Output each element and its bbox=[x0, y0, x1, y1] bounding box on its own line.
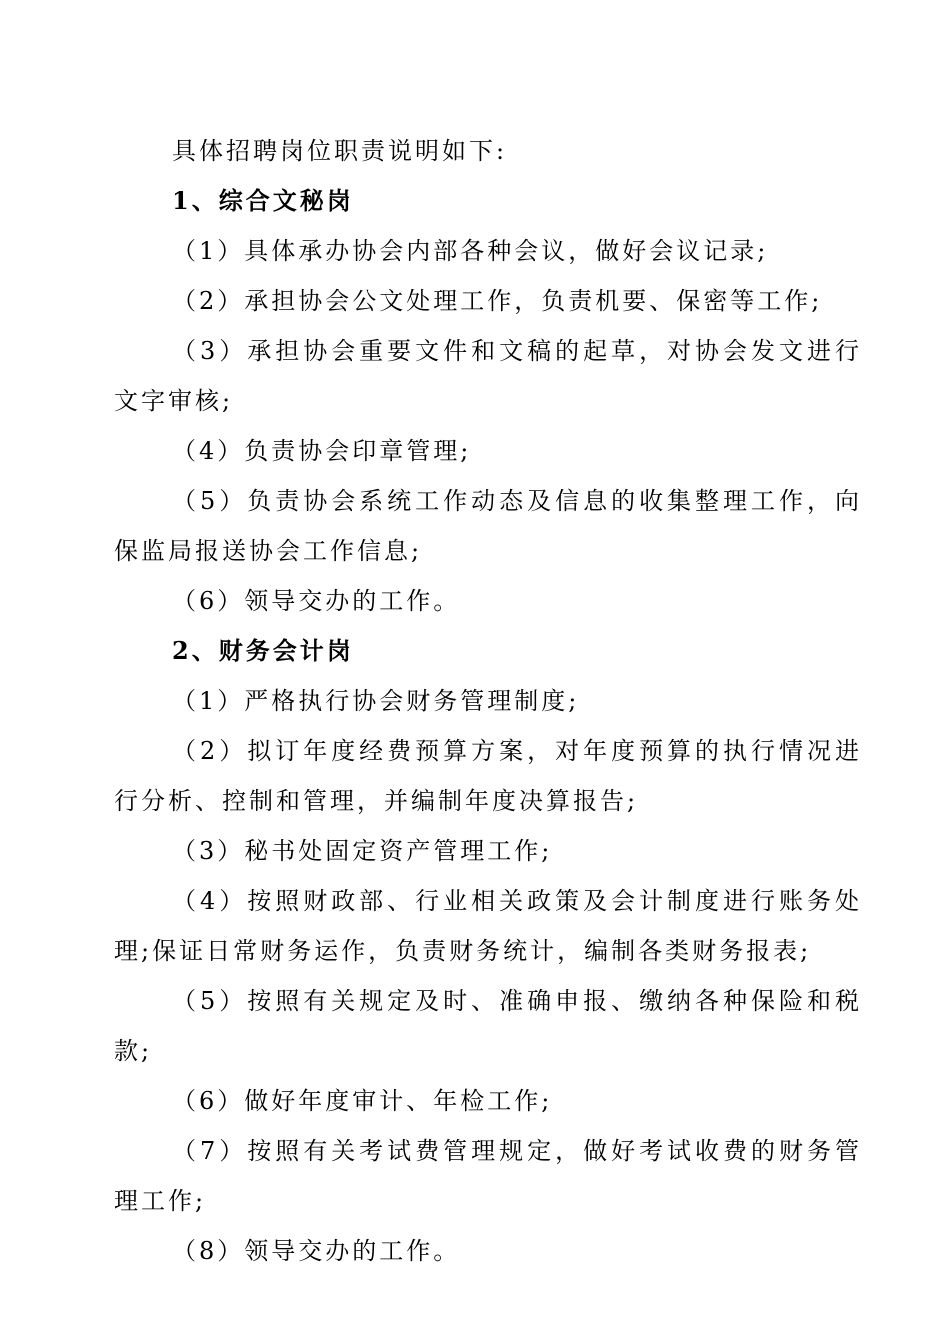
list-item: （4）负责协会印章管理; bbox=[172, 437, 472, 465]
list-item: （2）承担协会公文处理工作，负责机要、保密等工作; bbox=[172, 287, 823, 315]
list-item: （3）承担协会重要文件和文稿的起草，对协会发文进行文字审核; bbox=[114, 337, 862, 415]
section-heading-secretary: 1、综合文秘岗 bbox=[172, 186, 354, 215]
list-item: （7）按照有关考试费管理规定，做好考试收费的财务管理工作; bbox=[114, 1137, 862, 1215]
list-item: （1）具体承办协会内部各种会议，做好会议记录; bbox=[172, 237, 769, 265]
intro-paragraph: 具体招聘岗位职责说明如下: bbox=[172, 137, 508, 165]
list-item: （3）秘书处固定资产管理工作; bbox=[172, 837, 553, 865]
list-item: （5）负责协会系统工作动态及信息的收集整理工作，向保监局报送协会工作信息; bbox=[114, 487, 862, 565]
list-item: （6）领导交办的工作。 bbox=[172, 587, 461, 615]
list-item: （2）拟订年度经费预算方案，对年度预算的执行情况进行分析、控制和管理，并编制年度决算报告; bbox=[114, 737, 862, 815]
list-item: （1）严格执行协会财务管理制度; bbox=[172, 687, 580, 715]
list-item: （8）领导交办的工作。 bbox=[172, 1237, 461, 1265]
list-item: （4）按照财政部、行业相关政策及会计制度进行账务处理;保证日常财务运作，负责财务统计，编制各类财务报表; bbox=[114, 887, 862, 965]
document-body bbox=[114, 126, 862, 1276]
list-item: （6）做好年度审计、年检工作; bbox=[172, 1087, 553, 1115]
section-heading-accountant: 2、财务会计岗 bbox=[172, 636, 354, 665]
list-item: （5）按照有关规定及时、准确申报、缴纳各种保险和税款; bbox=[114, 987, 862, 1065]
